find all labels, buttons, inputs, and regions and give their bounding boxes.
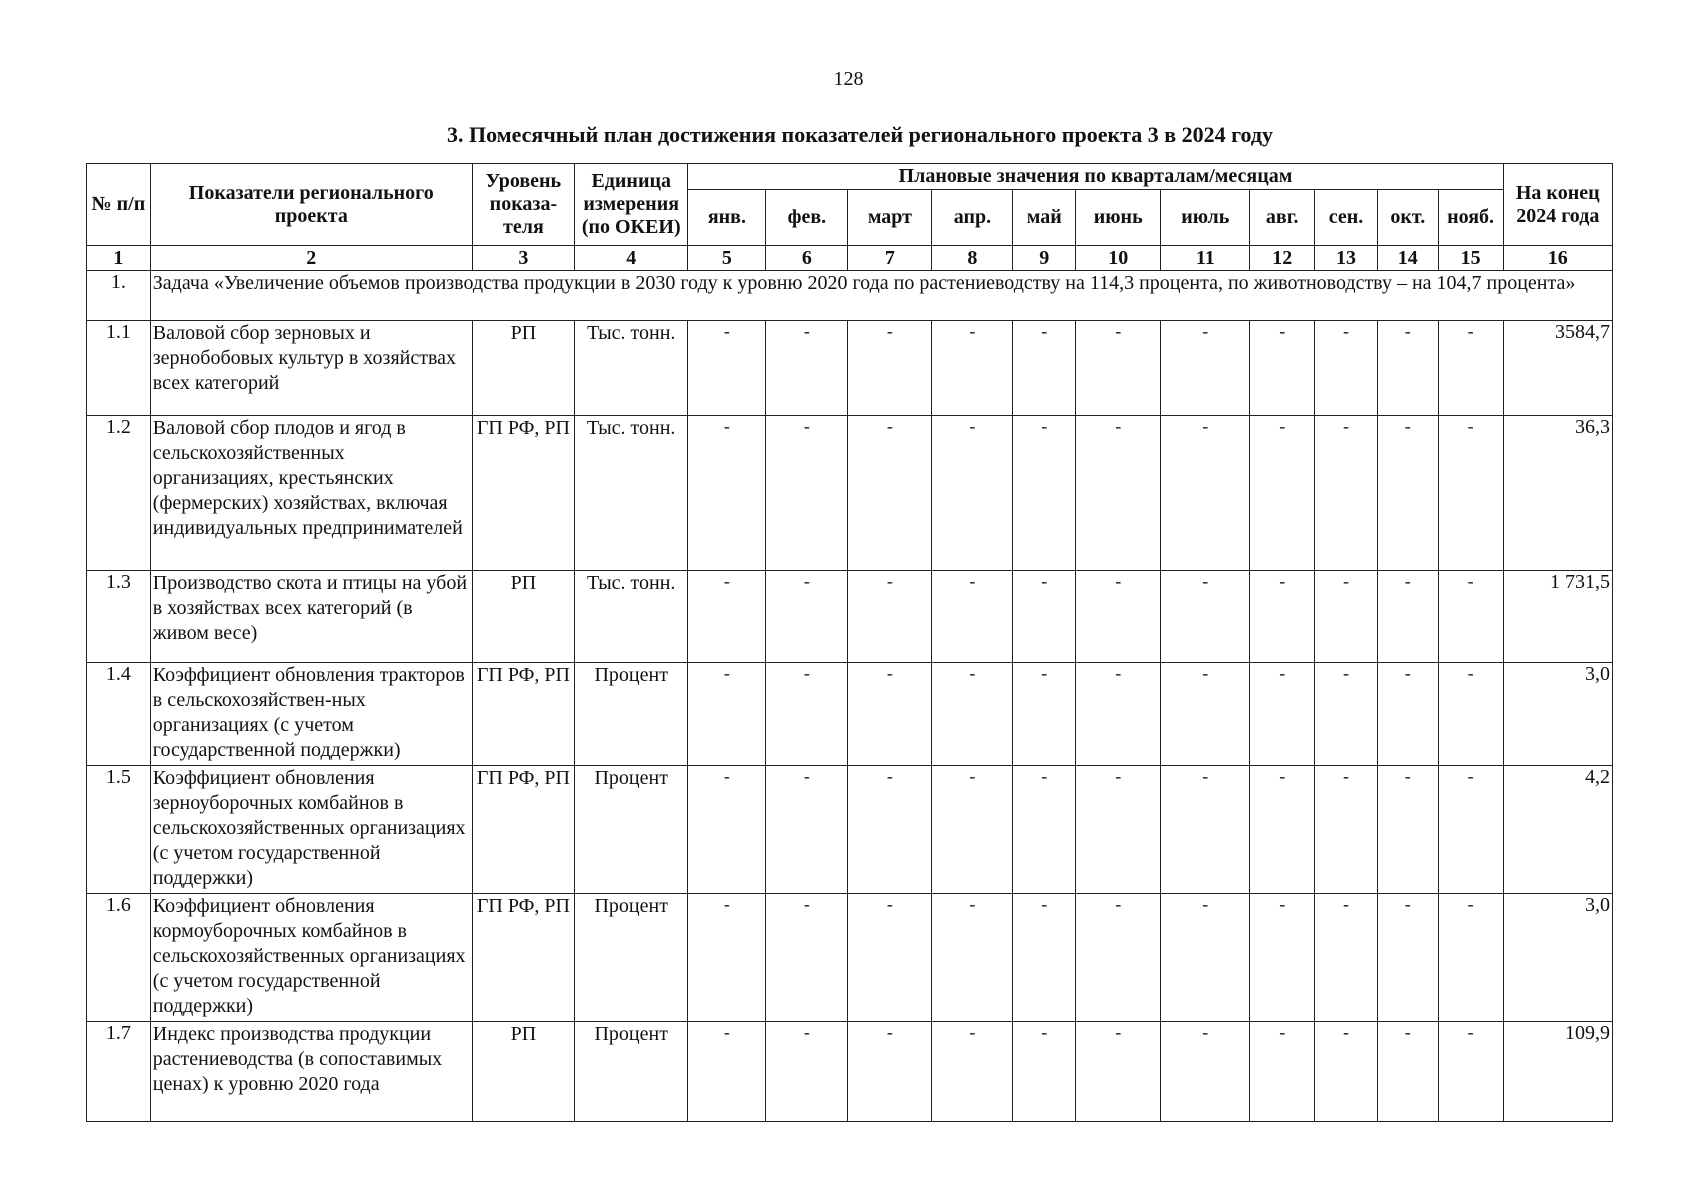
col-header-unit: Единица измерения (по ОКЕИ) bbox=[575, 164, 688, 246]
month-value: - bbox=[688, 766, 766, 894]
table-row bbox=[87, 1022, 1613, 1122]
month-value: - bbox=[932, 321, 1013, 416]
month-value: - bbox=[1438, 1022, 1503, 1122]
month-value: - bbox=[1377, 894, 1438, 1022]
column-number-row bbox=[87, 246, 1613, 271]
month-value: - bbox=[1161, 1022, 1250, 1122]
month-value: - bbox=[1076, 894, 1161, 1022]
indicator-name: Коэффициент обновления кормоуборочных комбайнов в сельскохозяйственных организациях (с учетом государственной поддержки) bbox=[150, 894, 472, 1022]
month-value: - bbox=[848, 894, 932, 1022]
col-header-month: сен. bbox=[1315, 190, 1378, 246]
month-value: - bbox=[1377, 1022, 1438, 1122]
task-num: 1. bbox=[87, 271, 151, 321]
indicator-unit: Процент bbox=[575, 894, 688, 1022]
indicator-level: ГП РФ, РП bbox=[472, 766, 574, 894]
column-number: 12 bbox=[1250, 246, 1315, 271]
indicator-unit: Тыс. тонн. bbox=[575, 571, 688, 663]
month-value: - bbox=[1250, 571, 1315, 663]
month-value: - bbox=[848, 571, 932, 663]
month-value: - bbox=[1250, 766, 1315, 894]
month-value: - bbox=[1377, 766, 1438, 894]
indicator-unit: Процент bbox=[575, 663, 688, 766]
month-value: - bbox=[932, 894, 1013, 1022]
month-value: - bbox=[1161, 766, 1250, 894]
indicator-level: РП bbox=[472, 321, 574, 416]
column-number: 2 bbox=[150, 246, 472, 271]
month-value: - bbox=[1315, 571, 1378, 663]
month-value: - bbox=[848, 663, 932, 766]
final-value: 1 731,5 bbox=[1503, 571, 1612, 663]
column-number: 3 bbox=[472, 246, 574, 271]
col-header-month: апр. bbox=[932, 190, 1013, 246]
month-value: - bbox=[766, 416, 848, 571]
column-number: 4 bbox=[575, 246, 688, 271]
month-value: - bbox=[1250, 416, 1315, 571]
month-value: - bbox=[1013, 766, 1076, 894]
month-value: - bbox=[1315, 416, 1378, 571]
col-header-month: окт. bbox=[1377, 190, 1438, 246]
month-value: - bbox=[1315, 894, 1378, 1022]
row-num: 1.3 bbox=[87, 571, 151, 663]
month-value: - bbox=[766, 1022, 848, 1122]
month-value: - bbox=[932, 416, 1013, 571]
month-value: - bbox=[1076, 321, 1161, 416]
month-value: - bbox=[1161, 571, 1250, 663]
indicator-unit: Тыс. тонн. bbox=[575, 321, 688, 416]
col-header-month: авг. bbox=[1250, 190, 1315, 246]
row-num: 1.1 bbox=[87, 321, 151, 416]
col-header-plan-group: Плановые значения по кварталам/месяцам bbox=[688, 164, 1503, 190]
column-number: 7 bbox=[848, 246, 932, 271]
month-value: - bbox=[1076, 416, 1161, 571]
task-row bbox=[87, 271, 1613, 321]
col-header-month: июль bbox=[1161, 190, 1250, 246]
month-value: - bbox=[766, 663, 848, 766]
month-value: - bbox=[1315, 663, 1378, 766]
final-value: 3,0 bbox=[1503, 894, 1612, 1022]
col-header-month: нояб. bbox=[1438, 190, 1503, 246]
month-value: - bbox=[766, 894, 848, 1022]
column-number: 9 bbox=[1013, 246, 1076, 271]
indicator-name: Валовой сбор зерновых и зернобобовых культур в хозяйствах всех категорий bbox=[150, 321, 472, 416]
indicators-table bbox=[86, 163, 1613, 1122]
table-row bbox=[87, 571, 1613, 663]
indicator-name: Индекс производства продукции растениеводства (в сопоставимых ценах) к уровню 2020 года bbox=[150, 1022, 472, 1122]
month-value: - bbox=[1438, 416, 1503, 571]
col-header-month: янв. bbox=[688, 190, 766, 246]
indicator-level: ГП РФ, РП bbox=[472, 894, 574, 1022]
column-number: 8 bbox=[932, 246, 1013, 271]
month-value: - bbox=[1315, 766, 1378, 894]
col-header-final: На конец 2024 года bbox=[1503, 164, 1612, 246]
col-header-level: Уровень показа-теля bbox=[472, 164, 574, 246]
month-value: - bbox=[1438, 894, 1503, 1022]
month-value: - bbox=[766, 321, 848, 416]
page-title: 3. Помесячный план достижения показателей регионального проекта 3 в 2024 году bbox=[446, 122, 1274, 147]
month-value: - bbox=[1438, 766, 1503, 894]
final-value: 3,0 bbox=[1503, 663, 1612, 766]
month-value: - bbox=[848, 321, 932, 416]
column-number: 13 bbox=[1315, 246, 1378, 271]
month-value: - bbox=[688, 416, 766, 571]
month-value: - bbox=[932, 571, 1013, 663]
page-number: 128 bbox=[833, 68, 864, 90]
col-header-month: фев. bbox=[766, 190, 848, 246]
indicator-level: РП bbox=[472, 1022, 574, 1122]
month-value: - bbox=[1013, 321, 1076, 416]
table-row bbox=[87, 766, 1613, 894]
month-value: - bbox=[766, 571, 848, 663]
final-value: 109,9 bbox=[1503, 1022, 1612, 1122]
month-value: - bbox=[1315, 1022, 1378, 1122]
month-value: - bbox=[1076, 766, 1161, 894]
row-num: 1.5 bbox=[87, 766, 151, 894]
final-value: 4,2 bbox=[1503, 766, 1612, 894]
month-value: - bbox=[1315, 321, 1378, 416]
col-header-month: май bbox=[1013, 190, 1076, 246]
column-number: 14 bbox=[1377, 246, 1438, 271]
month-value: - bbox=[1438, 571, 1503, 663]
month-value: - bbox=[1013, 1022, 1076, 1122]
month-value: - bbox=[1250, 894, 1315, 1022]
indicator-name: Коэффициент обновления тракторов в сельскохозяйствен-ных организациях (с учетом государственной поддержки) bbox=[150, 663, 472, 766]
month-value: - bbox=[1250, 1022, 1315, 1122]
indicator-name: Коэффициент обновления зерноуборочных комбайнов в сельскохозяйственных организациях (с учетом государственной поддержки) bbox=[150, 766, 472, 894]
month-value: - bbox=[1161, 321, 1250, 416]
indicator-level: РП bbox=[472, 571, 574, 663]
column-number: 6 bbox=[766, 246, 848, 271]
month-value: - bbox=[1013, 416, 1076, 571]
month-value: - bbox=[688, 663, 766, 766]
table-row bbox=[87, 663, 1613, 766]
indicator-level: ГП РФ, РП bbox=[472, 416, 574, 571]
indicator-unit: Процент bbox=[575, 766, 688, 894]
month-value: - bbox=[1377, 663, 1438, 766]
task-text: Задача «Увеличение объемов производства продукции в 2030 году к уровню 2020 года по растениеводству на 114,3 процента, по животноводству – на 104,7 процента» bbox=[150, 271, 1612, 321]
month-value: - bbox=[1076, 571, 1161, 663]
row-num: 1.6 bbox=[87, 894, 151, 1022]
month-value: - bbox=[688, 894, 766, 1022]
month-value: - bbox=[1377, 321, 1438, 416]
month-value: - bbox=[1161, 416, 1250, 571]
column-number: 10 bbox=[1076, 246, 1161, 271]
month-value: - bbox=[1076, 1022, 1161, 1122]
col-header-num: № п/п bbox=[87, 164, 151, 246]
column-number: 16 bbox=[1503, 246, 1612, 271]
header-row bbox=[87, 164, 1613, 190]
table-row bbox=[87, 894, 1613, 1022]
row-num: 1.4 bbox=[87, 663, 151, 766]
month-value: - bbox=[848, 416, 932, 571]
month-value: - bbox=[932, 1022, 1013, 1122]
month-value: - bbox=[1438, 321, 1503, 416]
indicator-level: ГП РФ, РП bbox=[472, 663, 574, 766]
month-value: - bbox=[1161, 663, 1250, 766]
month-value: - bbox=[1161, 894, 1250, 1022]
col-header-month: март bbox=[848, 190, 932, 246]
column-number: 5 bbox=[688, 246, 766, 271]
indicator-unit: Процент bbox=[575, 1022, 688, 1122]
month-value: - bbox=[1250, 663, 1315, 766]
month-value: - bbox=[1250, 321, 1315, 416]
month-value: - bbox=[1438, 663, 1503, 766]
month-value: - bbox=[1076, 663, 1161, 766]
month-value: - bbox=[1013, 571, 1076, 663]
month-value: - bbox=[848, 766, 932, 894]
col-header-month: июнь bbox=[1076, 190, 1161, 246]
col-header-indicator: Показатели регионального проекта bbox=[150, 164, 472, 246]
month-value: - bbox=[1377, 416, 1438, 571]
table-row bbox=[87, 321, 1613, 416]
final-value: 3584,7 bbox=[1503, 321, 1612, 416]
row-num: 1.7 bbox=[87, 1022, 151, 1122]
indicator-name: Валовой сбор плодов и ягод в сельскохозяйственных организациях, крестьянских (фермерских) хозяйствах, включая индивидуальных предпринимателей bbox=[150, 416, 472, 571]
final-value: 36,3 bbox=[1503, 416, 1612, 571]
month-value: - bbox=[688, 1022, 766, 1122]
month-value: - bbox=[688, 571, 766, 663]
month-value: - bbox=[848, 1022, 932, 1122]
table-row bbox=[87, 416, 1613, 571]
month-value: - bbox=[688, 321, 766, 416]
month-value: - bbox=[1377, 571, 1438, 663]
month-value: - bbox=[766, 766, 848, 894]
month-value: - bbox=[932, 766, 1013, 894]
month-value: - bbox=[1013, 894, 1076, 1022]
row-num: 1.2 bbox=[87, 416, 151, 571]
column-number: 15 bbox=[1438, 246, 1503, 271]
month-value: - bbox=[932, 663, 1013, 766]
column-number: 11 bbox=[1161, 246, 1250, 271]
indicator-unit: Тыс. тонн. bbox=[575, 416, 688, 571]
column-number: 1 bbox=[87, 246, 151, 271]
indicator-name: Производство скота и птицы на убой в хозяйствах всех категорий (в живом весе) bbox=[150, 571, 472, 663]
month-value: - bbox=[1013, 663, 1076, 766]
